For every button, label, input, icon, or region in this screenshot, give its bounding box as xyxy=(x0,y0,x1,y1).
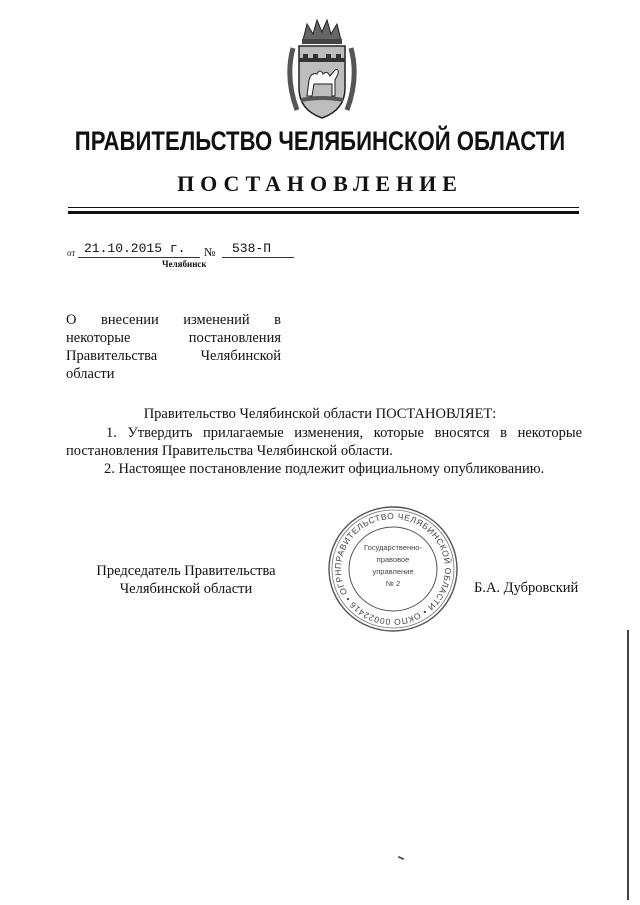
header-rule-thick xyxy=(68,211,579,214)
seal-center-line-1: Государственно- xyxy=(364,543,422,552)
resolution-item-1: 1. Утвердить прилагаемые изменения, которые вносятся в некоторые постановления Правительства Челябинской области. xyxy=(66,425,582,459)
seal-center-line-4: № 2 xyxy=(385,579,401,588)
organization-title: ПРАВИТЕЛЬСТВО ЧЕЛЯБИНСКОЙ ОБЛАСТИ xyxy=(74,126,566,156)
header-rule-thin xyxy=(68,207,579,208)
seal-center-line-2: правовое xyxy=(376,555,410,564)
seal-center-line-3: управление xyxy=(372,567,414,576)
scan-speck xyxy=(398,856,404,860)
document-number: 538-П xyxy=(232,241,272,256)
signer-name: Б.А. Дубровский xyxy=(474,580,579,596)
document-type: ПОСТАНОВЛЕНИЕ xyxy=(177,171,463,196)
official-seal xyxy=(326,504,460,634)
resolution-item-2: 2. Настоящее постановление подлежит официальному опубликованию. xyxy=(104,461,545,477)
resolution-intro: Правительство Челябинской области ПОСТАНОВЛЯЕТ: xyxy=(143,406,497,422)
coat-of-arms-emblem xyxy=(283,18,361,122)
document-city: Челябинск xyxy=(162,259,207,269)
document-subject: О внесении изменений в некоторые постановления Правительства Челябинской области xyxy=(66,312,281,382)
number-prefix: № xyxy=(204,245,216,259)
signer-title: Председатель Правительства Челябинской области xyxy=(96,563,276,597)
number-underline xyxy=(222,257,294,258)
seal-ring-text: ПРАВИТЕЛЬСТВО ЧЕЛЯБИНСКОЙ ОБЛАСТИ • ОКПО 00022416 • ОГРН xyxy=(332,510,454,628)
scan-edge-mark xyxy=(627,630,629,900)
date-prefix: от xyxy=(67,248,76,258)
document-date: 21.10.2015 г. xyxy=(84,241,186,256)
date-underline xyxy=(78,257,200,258)
